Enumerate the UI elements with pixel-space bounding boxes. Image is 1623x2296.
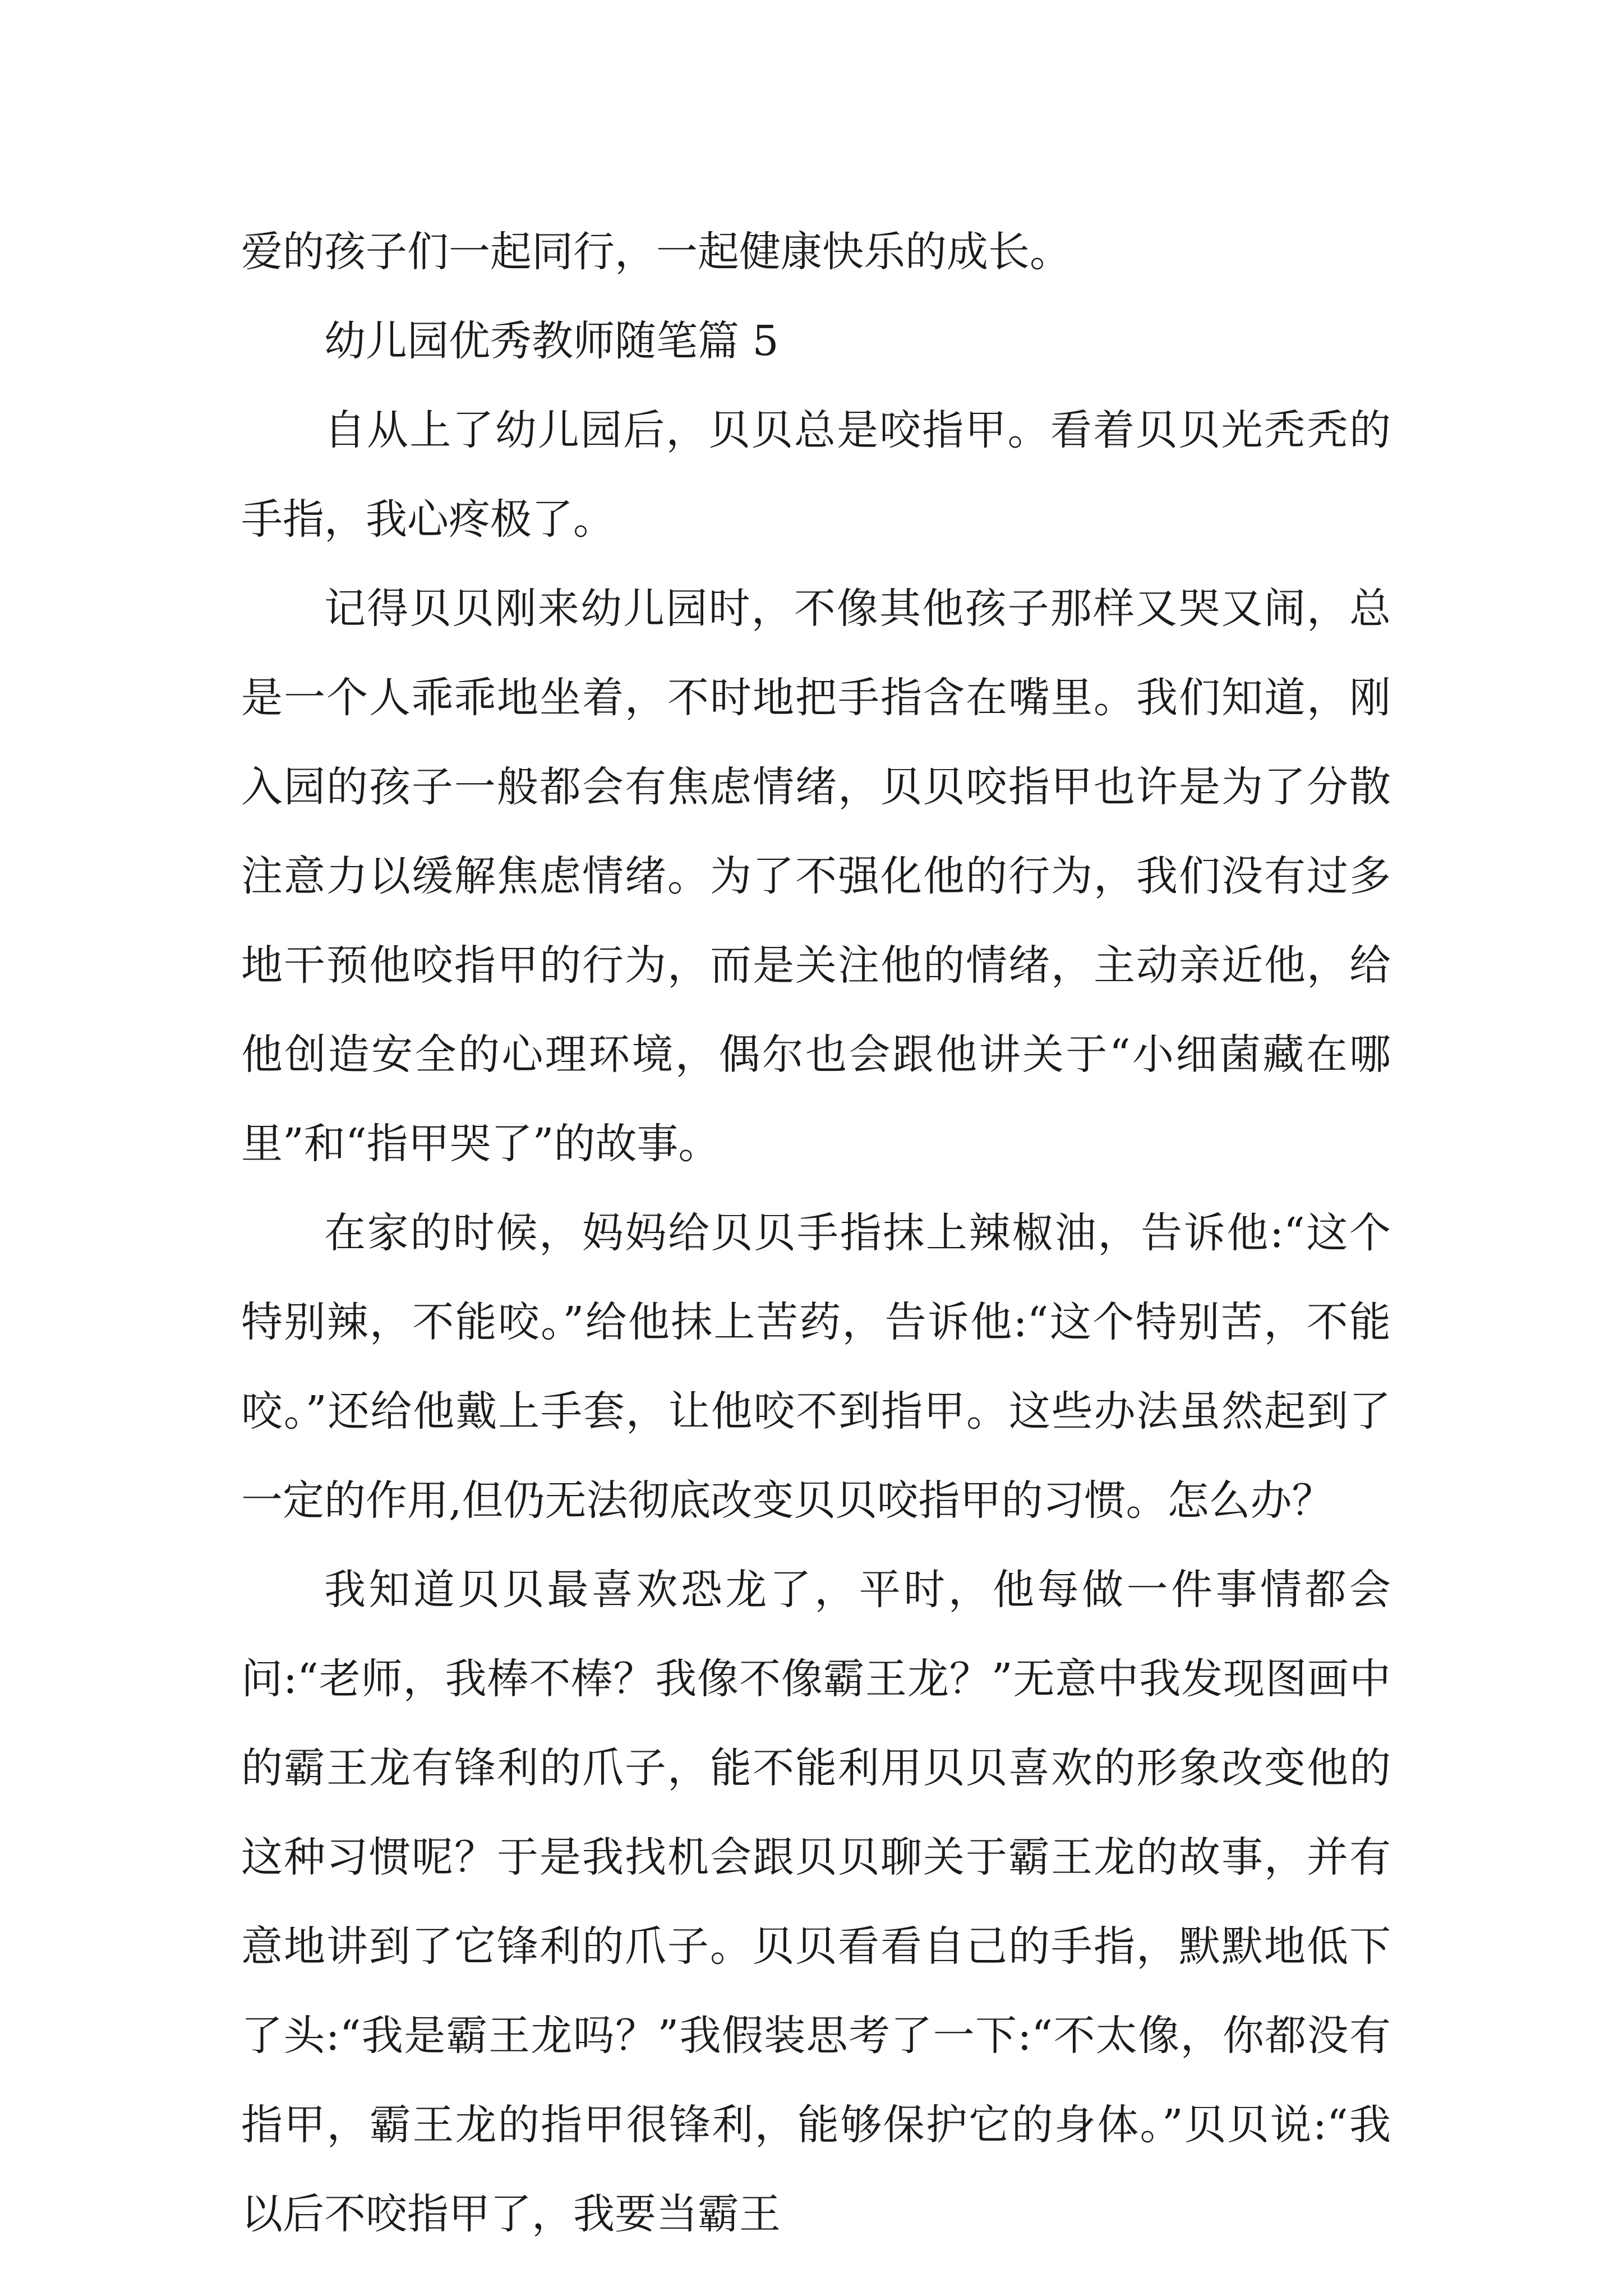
paragraph-1: 自从上了幼儿园后，贝贝总是咬指甲。看着贝贝光秃秃的手指，我心疼极了。: [241, 406, 1391, 544]
section-title: 幼儿园优秀教师随笔篇 5: [324, 317, 779, 365]
continuation-paragraph: 爱的孩子们一起同行，一起健康快乐的成长。: [241, 228, 1071, 276]
paragraph-3: 在家的时候，妈妈给贝贝手指抹上辣椒油，告诉他:“这个特别辣，不能咬。”给他抹上苦药，告诉他:“这个特别苦，不能咬。”还给他戴上手套，让他咬不到指甲。这些办法虽然起到了一定的作用,但仍无法彻底改变贝贝咬指甲的习惯。怎么办？: [241, 1209, 1391, 1525]
paragraph-2: 记得贝贝刚来幼儿园时，不像其他孩子那样又哭又闹，总是一个人乖乖地坐着，不时地把手指含在嘴里。我们知道，刚入园的孩子一般都会有焦虑情绪，贝贝咬指甲也许是为了分散注意力以缓解焦虑情绪。为了不强化他的行为，我们没有过多地干预他咬指甲的行为，而是关注他的情绪，主动亲近他，给他创造安全的心理环境，偶尔也会跟他讲关于“小细菌藏在哪里”和“指甲哭了”的故事。: [241, 585, 1391, 1168]
document-body: [241, 208, 1391, 2259]
paragraph-4: 我知道贝贝最喜欢恐龙了，平时，他每做一件事情都会问:“老师，我棒不棒？我像不像霸王龙？”无意中我发现图画中的霸王龙有锋利的爪子，能不能利用贝贝喜欢的形象改变他的这种习惯呢？于是我找机会跟贝贝聊关于霸王龙的故事，并有意地讲到了它锋利的爪子。贝贝看看自己的手指，默默地低下了头:“我是霸王龙吗？”我假装思考了一下:“不太像，你都没有指甲，霸王龙的指甲很锋利，能够保护它的身体。”贝贝说:“我以后不咬指甲了，我要当霸王: [241, 1566, 1391, 2238]
